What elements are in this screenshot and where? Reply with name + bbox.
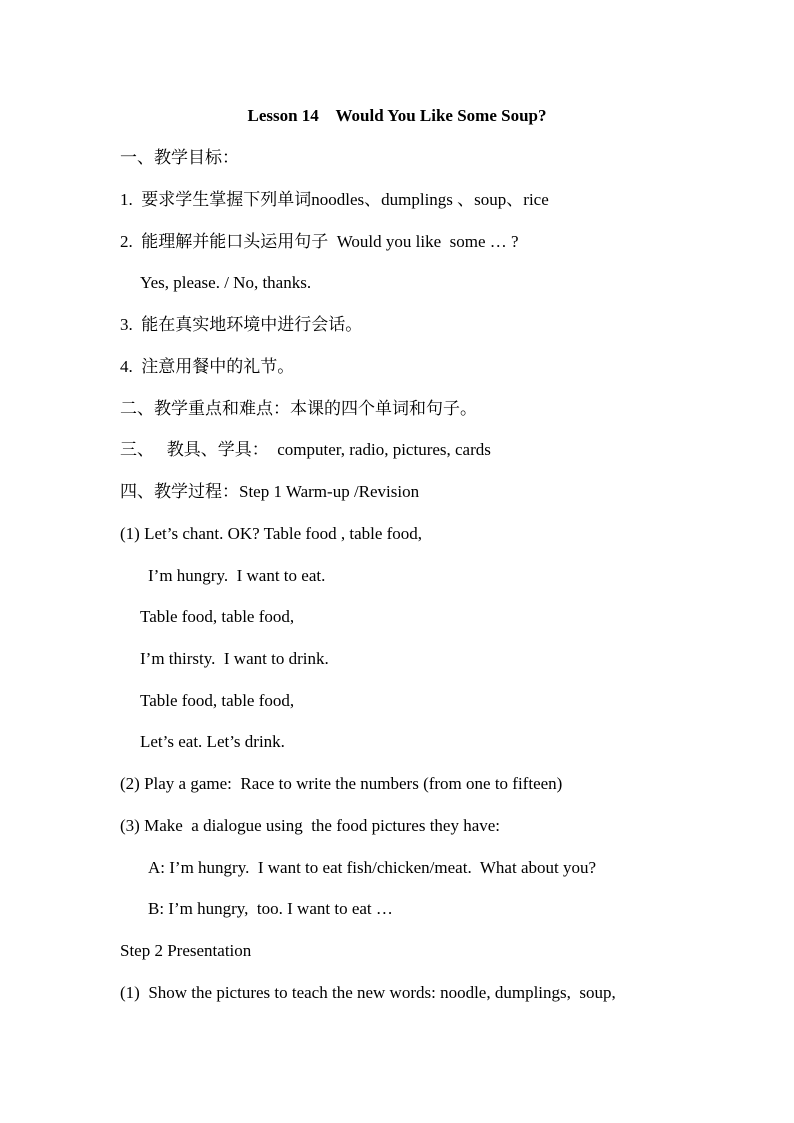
- objective-4: 4. 注意用餐中的礼节。: [120, 357, 295, 376]
- chant-line-3: Table food, table food,: [140, 607, 295, 626]
- chant-line-5: Table food, table food,: [140, 691, 295, 710]
- section-key-points: 二、教学重点和难点：本课的四个单词和句子。: [120, 399, 477, 418]
- dialogue-intro: (3) Make a dialogue using the food pictures they have:: [120, 816, 501, 835]
- chant-line-2: I’m hungry. I want to eat.: [148, 566, 326, 585]
- presentation-line-1: (1) Show the pictures to teach the new words: noodle, dumplings, soup,: [120, 983, 616, 1002]
- dialogue-line-b: B: I’m hungry, too. I want to eat …: [148, 899, 393, 918]
- objective-1: 1. 要求学生掌握下列单词noodles、dumplings 、soup、rice: [120, 190, 549, 209]
- section-objectives-heading: 一、教学目标：: [120, 148, 239, 167]
- chant-line-1: (1) Let’s chant. OK? Table food , table food,: [120, 524, 423, 543]
- section-process-step1: 四、教学过程：Step 1 Warm-up /Revision: [120, 482, 420, 501]
- chant-line-6: Let’s eat. Let’s drink.: [140, 732, 285, 751]
- game-line: (2) Play a game: Race to write the numbers (from one to fifteen): [120, 774, 563, 793]
- chant-line-4: I’m thirsty. I want to drink.: [140, 649, 329, 668]
- lesson-title: Lesson 14 Would You Like Some Soup?: [247, 106, 547, 125]
- objective-3: 3. 能在真实地环境中进行会话。: [120, 315, 363, 334]
- objective-2: 2. 能理解并能口头运用句子 Would you like some … ?: [120, 232, 519, 251]
- section-teaching-aids: 三、 教具、学具： computer, radio, pictures, cards: [120, 440, 491, 459]
- step2-heading: Step 2 Presentation: [120, 941, 252, 960]
- objective-2-answer: Yes, please. / No, thanks.: [140, 273, 312, 292]
- dialogue-line-a: A: I’m hungry. I want to eat fish/chicken/meat. What about you?: [148, 858, 597, 877]
